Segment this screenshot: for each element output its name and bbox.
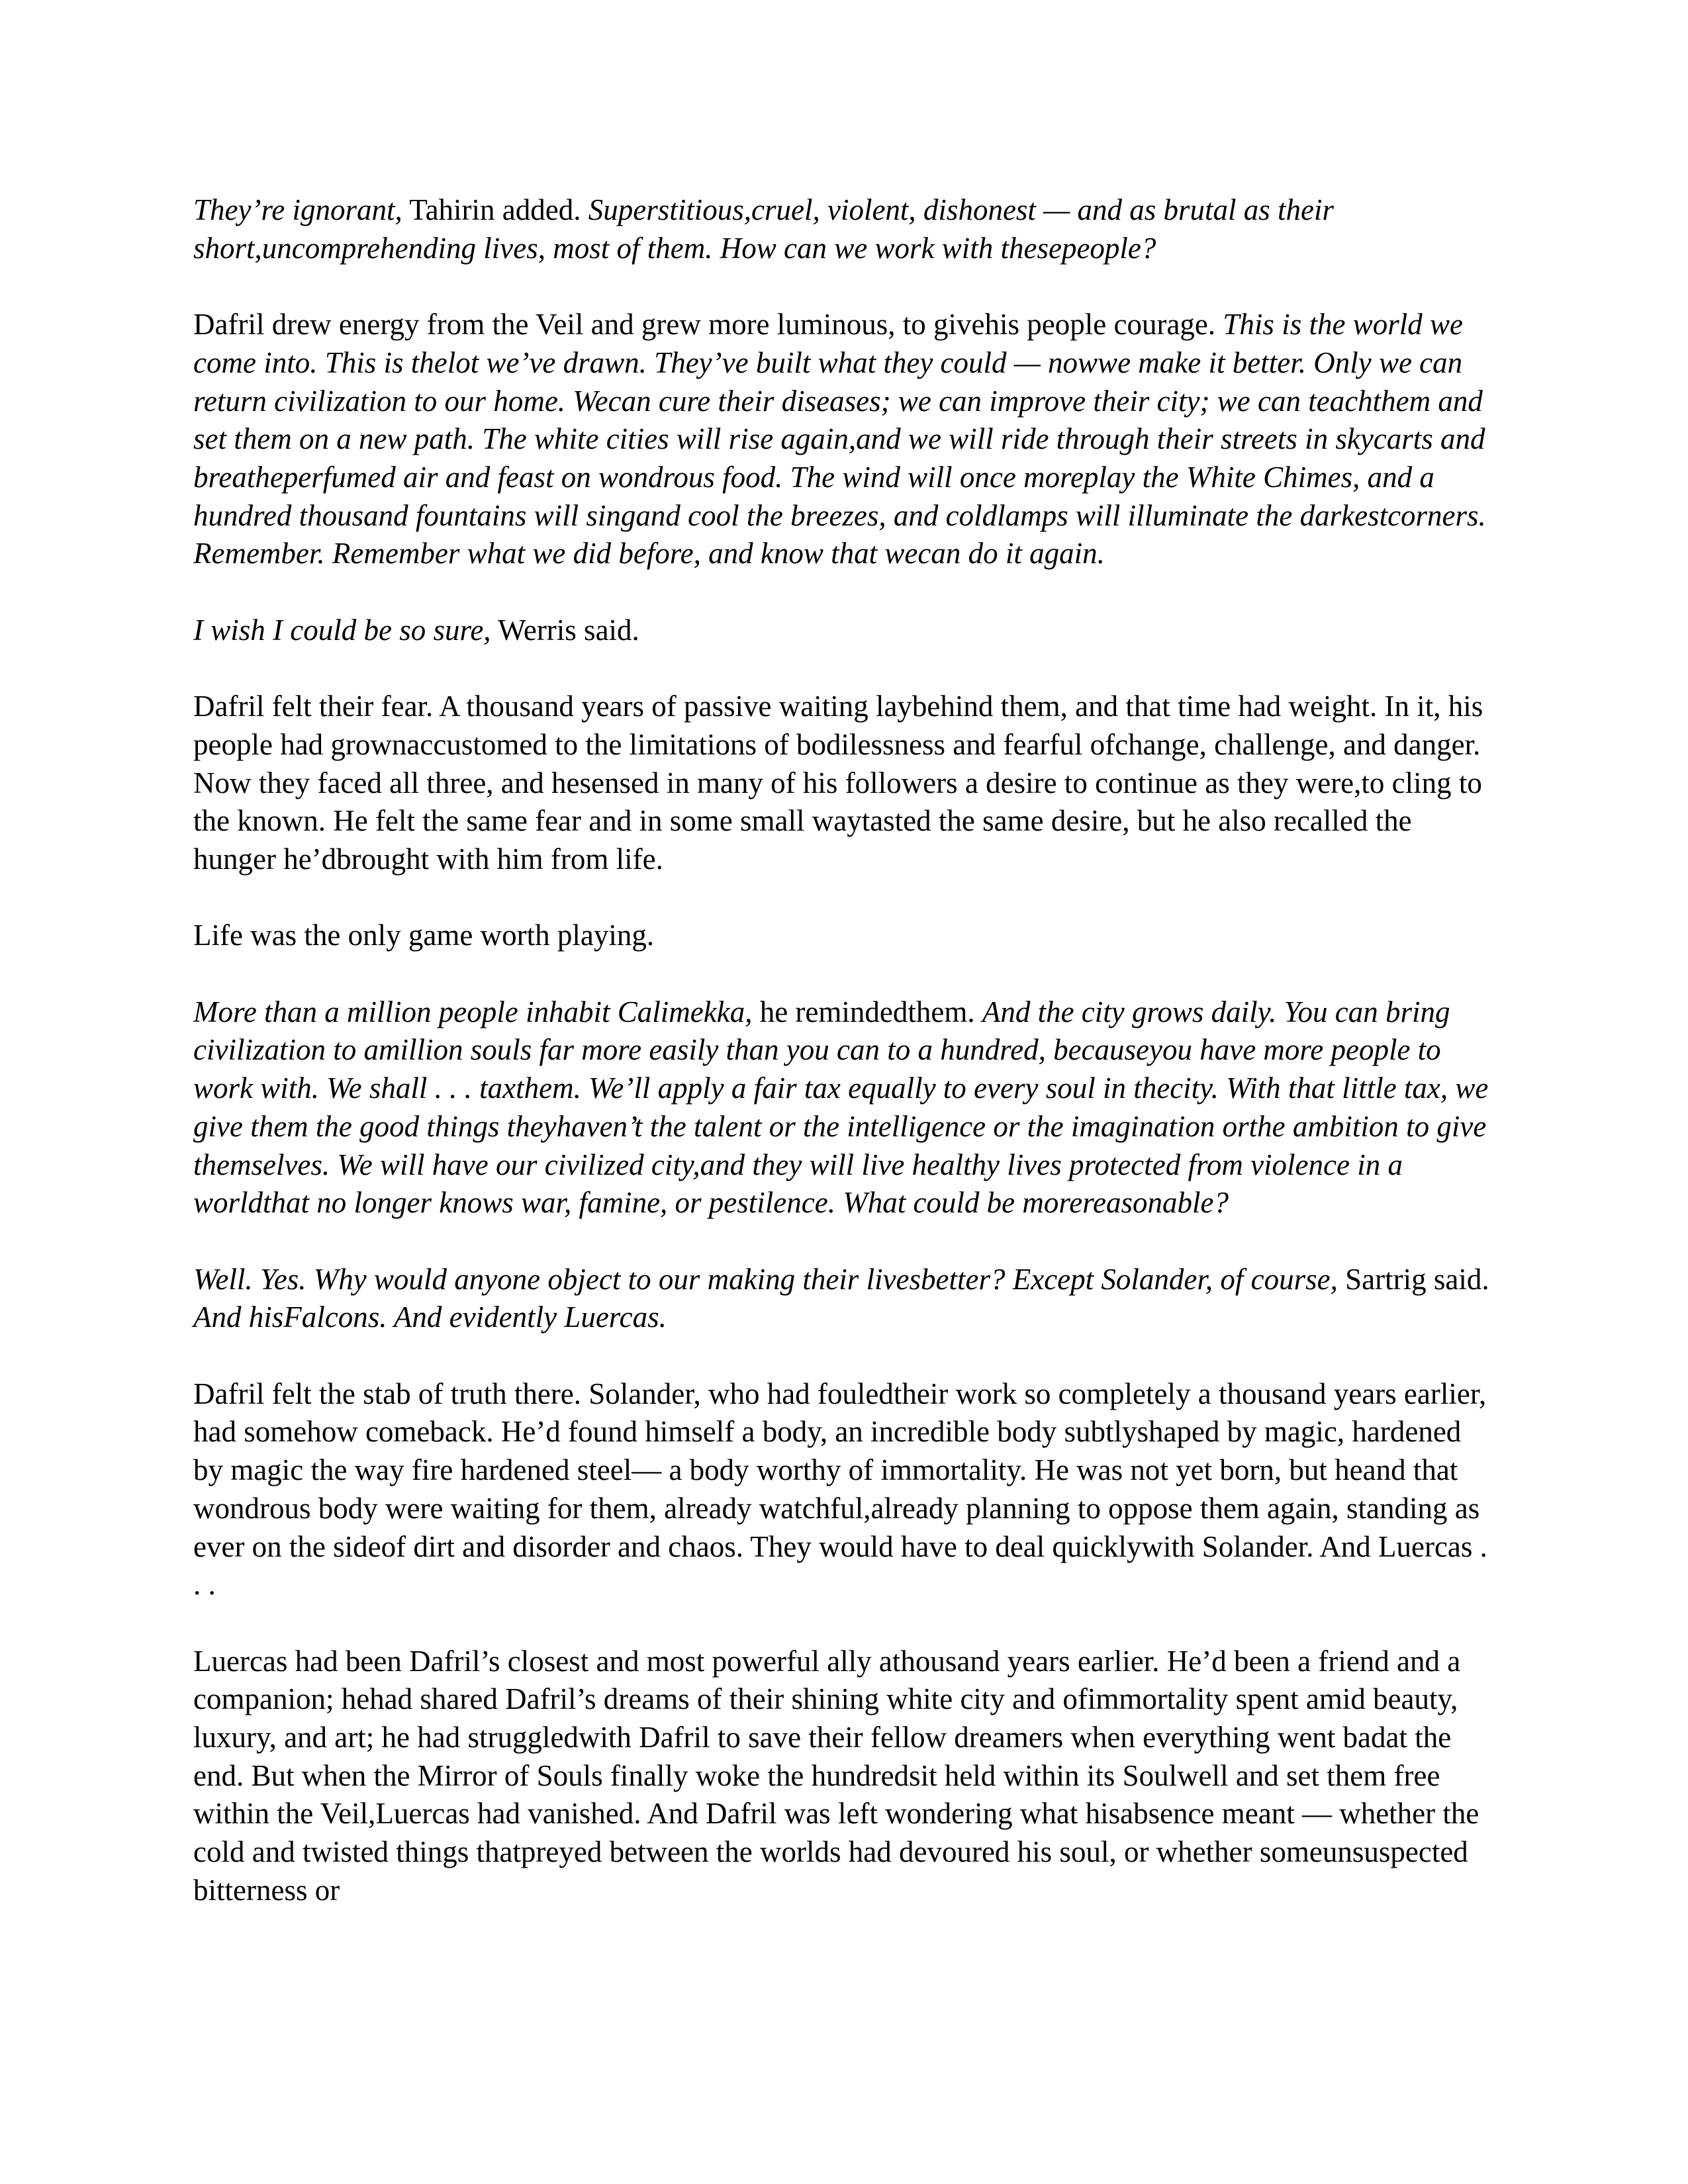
narration-text: Dafril felt their fear. A thousand years of passive waiting laybehind them, and that time had weight. In it, his people had grownaccustomed to the limitations of bodilessness and fearful ofchange, challenge, and danger. Now they faced all three, and hesensed in many of his followers a desire to continue as they were,to cling to the known. He felt the same fear and in some small waytasted the same desire, but he also recalled the hunger he’dbrought with him from life.: [193, 690, 1483, 876]
narration-text: Werris said.: [491, 613, 639, 647]
paragraph: [193, 191, 1496, 267]
paragraph: [193, 1261, 1496, 1337]
narration-text: Tahirin added.: [402, 193, 588, 226]
narration-text: Dafril drew energy from the Veil and grew more luminous, to givehis people courage.: [193, 308, 1223, 341]
dialogue-text: More than a million people inhabit Calimekka,: [193, 995, 753, 1028]
dialogue-text: I wish I could be so sure,: [193, 613, 491, 647]
narration-text: Life was the only game worth playing.: [193, 919, 655, 952]
body-text: [193, 191, 1496, 1910]
narration-text: he remindedthem.: [752, 995, 982, 1028]
paragraph: [193, 688, 1496, 879]
dialogue-text: They’re ignorant,: [193, 193, 402, 226]
paragraph: [193, 917, 1496, 955]
dialogue-text: And the city grows daily. You can bring civilization to amillion souls far more easily than you can to a hundred, becauseyou have more people to work with. We shall . . . taxthem. We’ll apply a fair tax equally to every soul in thecity. With that little tax, we give them the good things theyhaven’t the talent or the intelligence or the imagination orthe ambition to give themselves. We will have our civilized city,and they will live healthy lives protected from violence in a worldthat no longer knows war, famine, or pestilence. What could be morereasonable?: [193, 995, 1489, 1220]
paragraph: [193, 1375, 1496, 1604]
paragraph: [193, 612, 1496, 650]
narration-text: Dafril felt the stab of truth there. Solander, who had fouledtheir work so completely a thousand years earlier, had somehow comeback. He’d found himself a body, an incredible body subtlyshaped by magic, hardened by magic the way fire hardened steel— a body worthy of immortality. He was not yet born, but heand that wondrous body were waiting for them, already watchful,already planning to oppose them again, standing as ever on the sideof dirt and disorder and chaos. They would have to deal quicklywith Solander. And Luercas . . .: [193, 1377, 1487, 1602]
paragraph: [193, 306, 1496, 573]
dialogue-text: This is the world we come into. This is thelot we’ve drawn. They’ve built what they could — nowwe make it better. Only we can return civilization to our home. Wecan cure their diseases; we can improve their city; we can teachthem and set them on a new path. The white cities will rise again,and we will ride through their streets in skycarts and breatheperfumed air and feast on wondrous food. The wind will once moreplay the White Chimes, and a hundred thousand fountains will singand cool the breezes, and coldlamps will illuminate the darkestcorners. Remember. Remember what we did before, and know that wecan do it again.: [193, 308, 1486, 570]
narration-text: Sartrig said.: [1337, 1262, 1489, 1296]
dialogue-text: Superstitious,cruel, violent, dishonest — and as brutal as their short,uncomprehending lives, most of them. How can we work with thesepeople?: [193, 193, 1334, 265]
dialogue-text: Well. Yes. Why would anyone object to our making their livesbetter? Except Solander, of course,: [193, 1262, 1338, 1296]
narration-text: Luercas had been Dafril’s closest and most powerful ally athousand years earlier. He’d been a friend and a companion; hehad shared Dafril’s dreams of their shining white city and ofimmortality spent amid beauty, luxury, and art; he had struggledwith Dafril to save their fellow dreamers when everything went badat the end. But when the Mirror of Souls finally woke the hundredsit held within its Soulwell and set them free within the Veil,Luercas had vanished. And Dafril was left wondering what hisabsence meant — whether the cold and twisted things thatpreyed between the worlds had devoured his soul, or whether someunsuspected bitterness or: [193, 1644, 1479, 1907]
dialogue-text: And hisFalcons. And evidently Luercas.: [193, 1300, 667, 1334]
paragraph: [193, 1643, 1496, 1910]
paragraph: [193, 993, 1496, 1222]
